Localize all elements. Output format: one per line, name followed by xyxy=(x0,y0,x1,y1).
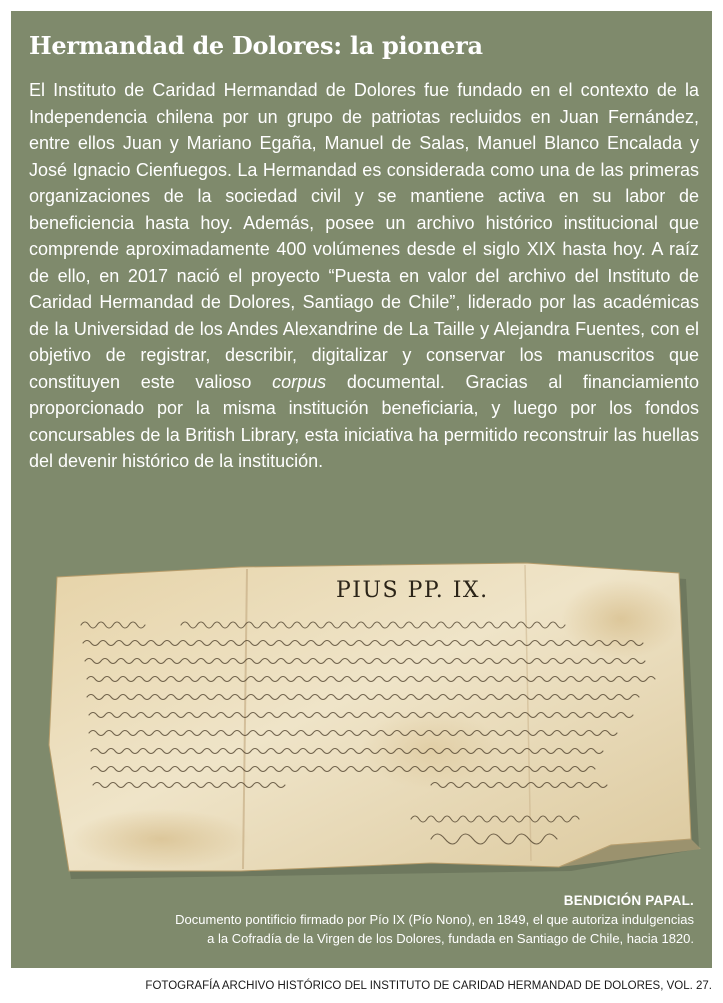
papal-document-illustration xyxy=(11,549,712,889)
caption-line-1: Documento pontificio firmado por Pío IX (Pío Nono), en 1849, el que autoriza indulgencias xyxy=(175,912,694,927)
photo-caption xyxy=(34,891,694,948)
body-italic-corpus: corpus xyxy=(272,371,327,392)
box-title: Hermandad de Dolores: la pionera xyxy=(29,31,483,60)
box-body xyxy=(29,77,699,475)
caption-line-2: a la Cofradía de la Virgen de los Dolores, fundada en Santiago de Chile, hacia 1820. xyxy=(207,931,694,946)
document-heading: PIUS PP. IX. xyxy=(336,578,489,603)
body-text-part-1: El Instituto de Caridad Hermandad de Dolores fue fundado en el contexto de la Independencia chilena por un grupo de patriotas recluidos en Juan Fernández, entre ellos Juan y Mariano Egaña, Manuel de Salas, Manuel Blanco Encalada y José Ignacio Cienfuegos. La Hermandad es considerada como una de las primeras organizaciones de la sociedad civil y se mantiene activa en su labor de beneficiencia hasta hoy. Además, posee un archivo histórico institucional que comprende aproximadamente 400 volúmenes desde el siglo XIX hasta hoy. A raíz de ello, en 2017 nació el proyecto “Puesta en valor del archivo del Instituto de Caridad Hermandad de Dolores, Santiago de Chile”, liderado por las académicas de la Universidad de los Andes Alexandrine de La Taille y Alejandra Fuentes, con el objetivo de registrar, describir, digitalizar y conservar los manuscritos que constituyen este valioso xyxy=(29,80,699,392)
papal-document-photo xyxy=(11,549,712,889)
body-text-part-2: documental. Gracias al financiamiento proporcionado por la misma institución beneficiaria, y luego por los fondos concursables de la British Library, esta iniciativa ha permitido reconstruir las huellas del devenir histórico de la institución. xyxy=(29,371,699,471)
sidebar-box xyxy=(11,11,712,968)
caption-title: BENDICIÓN PAPAL. xyxy=(563,893,694,908)
photo-credit: FOTOGRAFÍA ARCHIVO HISTÓRICO DEL INSTITUTO DE CARIDAD HERMANDAD DE DOLORES, VOL. 27. xyxy=(145,980,712,992)
